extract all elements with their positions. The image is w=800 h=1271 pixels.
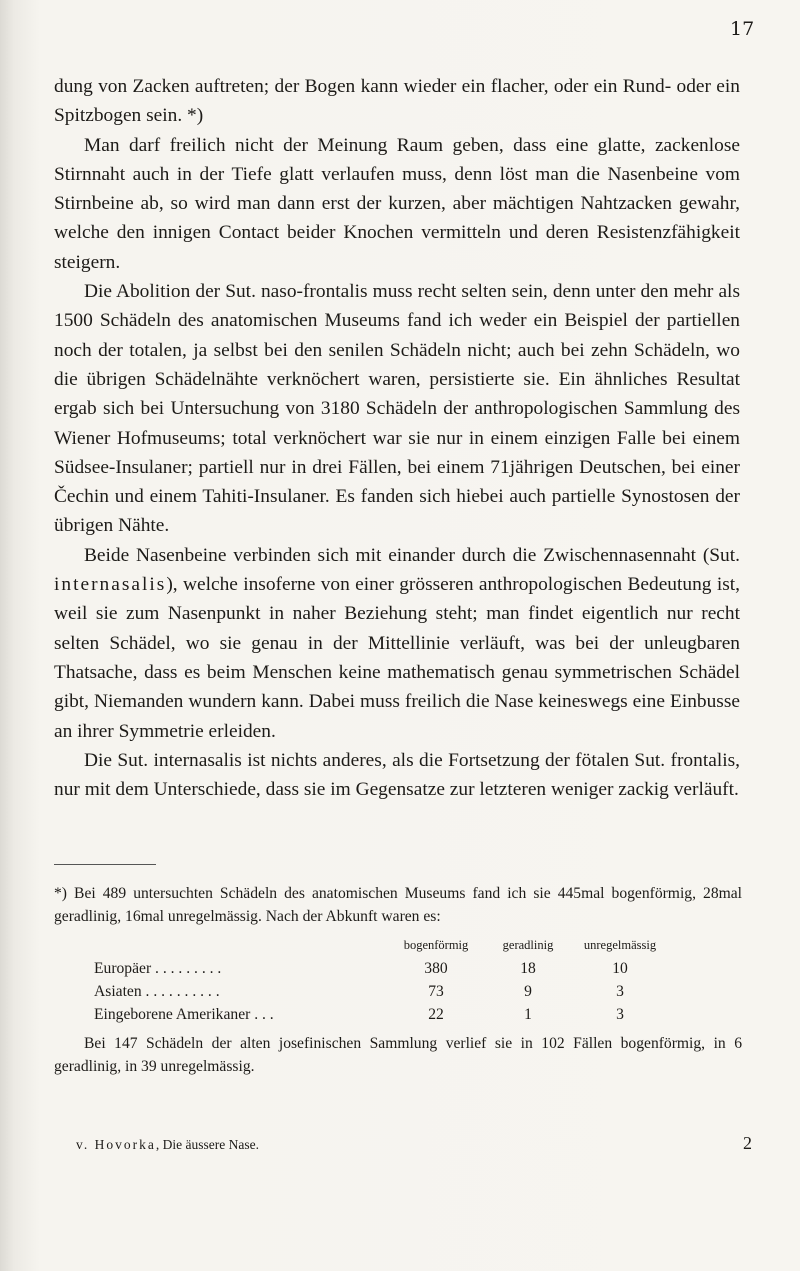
table-cell: 3 — [616, 1006, 624, 1023]
footnote-table — [54, 934, 666, 1026]
footnote-table-header — [54, 934, 666, 957]
table-row-label: Europäer . . . . . . . . . — [94, 960, 222, 977]
table-cell: 1 — [524, 1006, 532, 1023]
signature-author: v. Hovorka — [76, 1137, 156, 1152]
table-row-label: Asiaten . . . . . . . . . . — [94, 983, 220, 1000]
table-cell: 10 — [612, 960, 628, 977]
signature-title: , Die äussere Nase. — [155, 1137, 259, 1152]
footnote-outro: Bei 147 Schädeln der alten josefinischen Sammlung verlief sie in 102 Fällen bogenförmig, in 6 geradlinig, in 39 unregelmässig. — [54, 1035, 742, 1075]
table-cell: 18 — [520, 960, 536, 977]
paragraph — [54, 72, 740, 131]
body-text — [54, 72, 740, 804]
table-cell: 22 — [428, 1006, 444, 1023]
table-row — [54, 957, 666, 980]
paragraph — [54, 746, 740, 805]
paragraph-text: Beide Nasenbeine verbinden sich mit einander durch die Zwischennasennaht (Sut. — [84, 544, 740, 566]
table-cell: 9 — [524, 983, 532, 1000]
paragraph — [54, 131, 740, 277]
footnote-intro: *) Bei 489 untersuchten Schädeln des anatomischen Museums fand ich sie 445mal bogenförmig, 28mal geradlinig, 16mal unregelmässig. Nach der Abkunft waren es: — [54, 885, 742, 925]
signature-line — [76, 1133, 752, 1153]
paragraph-text: ), welche insoferne von einer grösseren anthropologischen Bedeutung ist, weil sie zum Nasenpunkt in naher Beziehung steht; man findet eigentlich nur recht selten Schädel, wo sie genau in der Mittellinie verläuft, was bei der unleugbaren Thatsache, dass es beim Menschen keine mathematisch genau symmetrischen Schädel gibt, Niemanden wundern kann. Dabei muss freilich die Nase keineswegs eine Einbusse an ihrer Symmetrie erleiden. — [54, 574, 740, 742]
footnote-divider — [54, 864, 156, 865]
table-row — [54, 1003, 666, 1026]
table-row — [54, 980, 666, 1003]
paragraph-text: Die Abolition der Sut. naso-frontalis muss recht selten sein, denn unter den mehr als 1500 Schädeln des anatomischen Museums fand ich weder ein Beispiel der partiellen noch der totalen, ja selbst bei den senilen Schädeln nicht; auch bei zehn Schädeln, wo die übrigen Schädelnähte verknöchert waren, persistierte sie. Ein ähnliches Resultat ergab sich bei Untersuchung von 3180 Schädeln der anthropologischen Sammlung des Wiener Hofmuseums; total verknöchert war sie nur in einem einzigen Falle bei einem Südsee-Insulaner; partiell nur in drei Fällen, bei einem 71jährigen Deutschen, bei einer Čechin und einem Tahiti-Insulaner. Es fanden sich hiebei auch partielle Synostosen der übrigen Nähte. — [54, 281, 740, 537]
paragraph-text: Man darf freilich nicht der Meinung Raum geben, dass eine glatte, zackenlose Stirnnaht auch in der Tiefe glatt verlaufen muss, denn löst man die Nasenbeine vom Stirnbeine ab, so wird man dann erst der kurzen, aber mächtigen Nahtzacken gewahr, welche den innigen Contact beider Knochen vermitteln und deren Resistenzfähigkeit steigern. — [54, 134, 740, 273]
table-cell: 3 — [616, 983, 624, 1000]
table-cell: 380 — [424, 960, 448, 977]
paragraph — [54, 541, 740, 746]
paragraph-text: Die Sut. internasalis ist nichts anderes, als die Fortsetzung der fötalen Sut. frontalis, nur mit dem Unterschiede, dass sie im Gegensatze zur letzteren weniger zackig verläuft. — [54, 749, 740, 801]
table-header-unregelmaessig: unregelmässig — [583, 938, 657, 952]
table-row-label: Eingeborene Amerikaner . . . — [94, 1006, 274, 1023]
paragraph-text: dung von Zacken auftreten; der Bogen kann wieder ein flacher, oder ein Rund- oder ein Spitzbogen sein. *) — [54, 76, 740, 127]
spaced-term: internasalis — [54, 574, 167, 596]
table-header-geradlinig: geradlinig — [502, 938, 554, 952]
table-header-bogenfoermig: bogenförmig — [403, 938, 469, 952]
page-number: 17 — [730, 18, 755, 40]
sheet-number: 2 — [743, 1133, 752, 1153]
paragraph — [54, 277, 740, 541]
table-cell: 73 — [428, 983, 444, 1000]
footnote — [54, 882, 742, 1078]
table-header-empty — [54, 934, 390, 957]
